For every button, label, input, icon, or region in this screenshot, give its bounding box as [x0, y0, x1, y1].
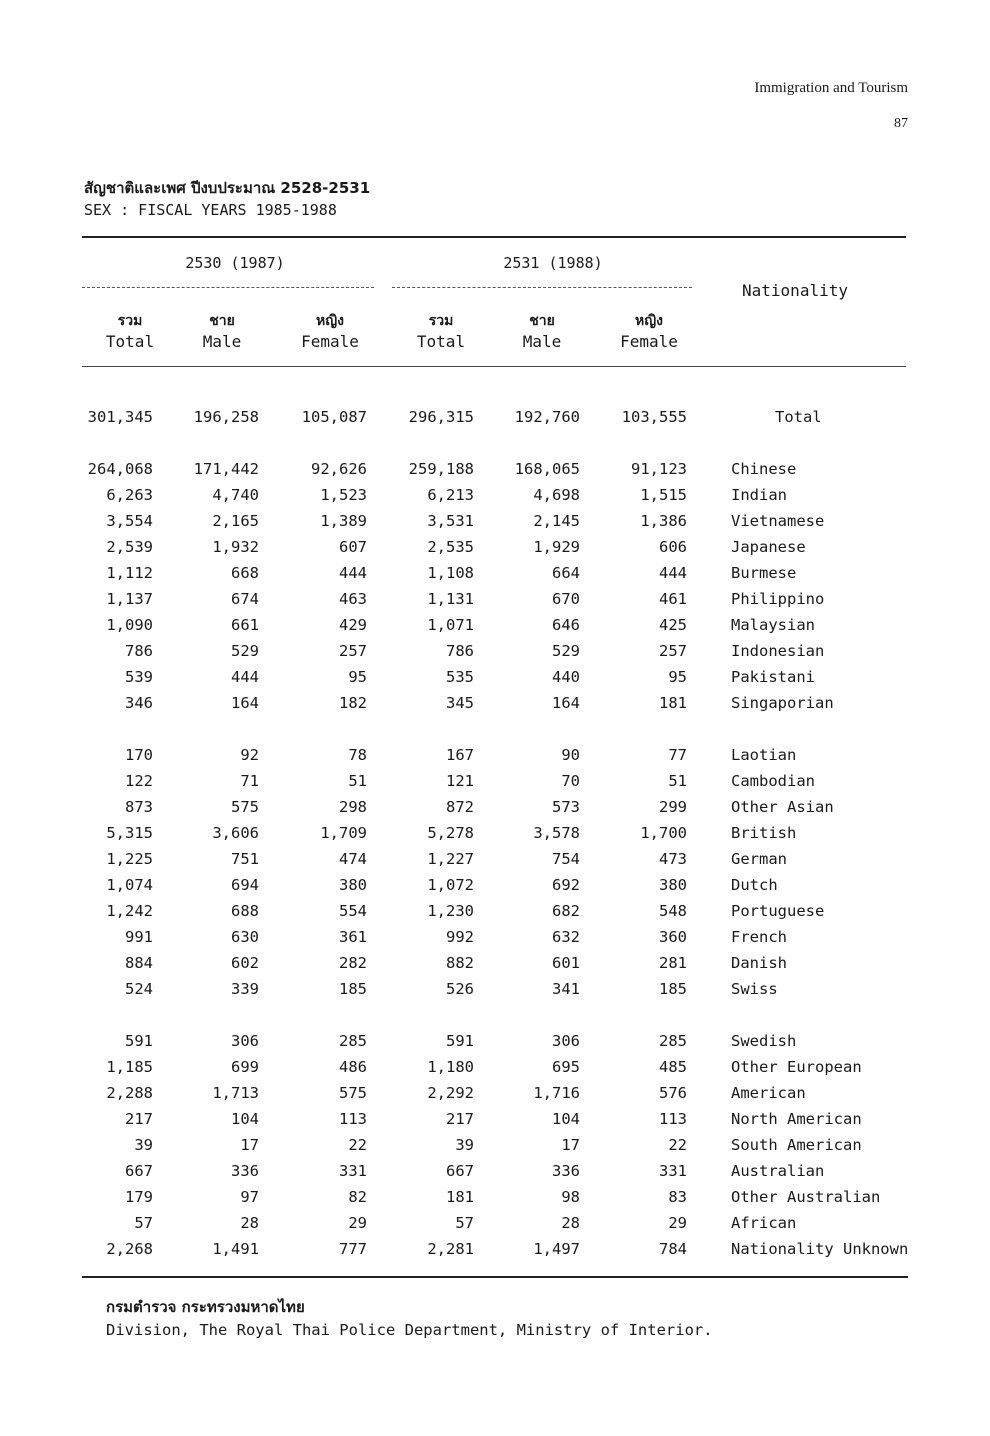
bottom-rule: [82, 1276, 908, 1278]
column-header-english: Male: [202, 332, 242, 351]
table-cell: 2,268: [106, 1240, 153, 1258]
column-header-english: Total: [105, 332, 155, 351]
table-row-label: Swiss: [731, 980, 778, 998]
table-row-label: North American: [731, 1110, 862, 1128]
table-row-label: Other Asian: [731, 798, 834, 816]
table-cell: 1,185: [106, 1058, 153, 1076]
table-cell: 1,074: [106, 876, 153, 894]
column-header-female-1988: [599, 310, 699, 351]
table-row-label: American: [731, 1084, 806, 1102]
table-row-label: Japanese: [731, 538, 806, 556]
table-cell: 360: [659, 928, 687, 946]
table-cell: 346: [125, 694, 153, 712]
table-cell: 661: [231, 616, 259, 634]
table-cell: 992: [446, 928, 474, 946]
table-cell: 282: [339, 954, 367, 972]
table-cell: 784: [659, 1240, 687, 1258]
table-cell: 217: [446, 1110, 474, 1128]
table-cell: 336: [231, 1162, 259, 1180]
table-cell: 429: [339, 616, 367, 634]
table-cell: 1,491: [212, 1240, 259, 1258]
group-underline-1987: [82, 287, 374, 288]
table-cell: 92: [240, 746, 259, 764]
table-cell: 181: [659, 694, 687, 712]
table-cell: 82: [348, 1188, 367, 1206]
table-cell: 168,065: [514, 460, 580, 478]
table-cell: 17: [240, 1136, 259, 1154]
table-cell: 485: [659, 1058, 687, 1076]
table-cell: 2,281: [427, 1240, 474, 1258]
table-cell: 872: [446, 798, 474, 816]
table-cell: 602: [231, 954, 259, 972]
table-cell: 535: [446, 668, 474, 686]
table-cell: 461: [659, 590, 687, 608]
table-cell: 103,555: [621, 408, 687, 426]
table-cell: 170: [125, 746, 153, 764]
table-cell: 179: [125, 1188, 153, 1206]
table-cell: 882: [446, 954, 474, 972]
table-cell: 440: [552, 668, 580, 686]
table-cell: 28: [561, 1214, 580, 1232]
table-cell: 1,242: [106, 902, 153, 920]
column-header-male-1988: [492, 310, 592, 351]
table-cell: 2,165: [212, 512, 259, 530]
table-cell: 361: [339, 928, 367, 946]
table-cell: 884: [125, 954, 153, 972]
table-cell: 670: [552, 590, 580, 608]
table-cell: 699: [231, 1058, 259, 1076]
table-cell: 121: [446, 772, 474, 790]
column-header-thai: รวม: [117, 313, 143, 329]
table-cell: 217: [125, 1110, 153, 1128]
table-cell: 754: [552, 850, 580, 868]
table-cell: 122: [125, 772, 153, 790]
table-row-label: African: [731, 1214, 797, 1232]
table-cell: 5,278: [427, 824, 474, 842]
table-cell: 331: [339, 1162, 367, 1180]
table-cell: 1,497: [533, 1240, 580, 1258]
table-cell: 1,230: [427, 902, 474, 920]
table-row-label: Singaporian: [731, 694, 834, 712]
table-cell: 299: [659, 798, 687, 816]
header-bottom-rule: [82, 366, 906, 367]
table-cell: 167: [446, 746, 474, 764]
table-cell: 1,137: [106, 590, 153, 608]
table-cell: 1,090: [106, 616, 153, 634]
table-cell: 181: [446, 1188, 474, 1206]
table-cell: 113: [659, 1110, 687, 1128]
table-cell: 601: [552, 954, 580, 972]
table-row-label: British: [731, 824, 797, 842]
table-cell: 1,225: [106, 850, 153, 868]
column-header-total-1988: [391, 310, 491, 351]
table-cell: 1,227: [427, 850, 474, 868]
table-cell: 51: [668, 772, 687, 790]
table-cell: 786: [446, 642, 474, 660]
column-header-english: Female: [301, 332, 359, 351]
table-cell: 4,740: [212, 486, 259, 504]
column-header-thai: ชาย: [209, 313, 235, 329]
table-cell: 682: [552, 902, 580, 920]
column-header-english: Total: [416, 332, 466, 351]
table-cell: 573: [552, 798, 580, 816]
table-cell: 182: [339, 694, 367, 712]
table-cell: 873: [125, 798, 153, 816]
table-row-label: Indonesian: [731, 642, 825, 660]
group-underline-1988: [392, 287, 692, 288]
table-row-label: Danish: [731, 954, 787, 972]
table-cell: 688: [231, 902, 259, 920]
table-cell: 539: [125, 668, 153, 686]
table-cell: 95: [668, 668, 687, 686]
table-row-label: Malaysian: [731, 616, 815, 634]
page-number: 87: [894, 116, 908, 131]
table-cell: 3,606: [212, 824, 259, 842]
table-cell: 695: [552, 1058, 580, 1076]
group-header-1988: 2531 (1988): [503, 254, 603, 272]
table-row-label: Australian: [731, 1162, 825, 1180]
table-cell: 751: [231, 850, 259, 868]
table-cell: 576: [659, 1084, 687, 1102]
table-cell: 39: [134, 1136, 153, 1154]
table-row-label: Nationality Unknown: [731, 1240, 909, 1258]
column-header-male-1987: [172, 310, 272, 351]
table-cell: 667: [125, 1162, 153, 1180]
table-cell: 28: [240, 1214, 259, 1232]
table-cell: 1,700: [640, 824, 687, 842]
table-cell: 1,709: [320, 824, 367, 842]
table-cell: 185: [339, 980, 367, 998]
table-row-label: Laotian: [731, 746, 797, 764]
group-header-1987: 2530 (1987): [185, 254, 285, 272]
table-row-label: Other Australian: [731, 1188, 881, 1206]
table-cell: 524: [125, 980, 153, 998]
table-cell: 3,578: [533, 824, 580, 842]
table-cell: 77: [668, 746, 687, 764]
table-cell: 339: [231, 980, 259, 998]
table-cell: 667: [446, 1162, 474, 1180]
table-cell: 674: [231, 590, 259, 608]
total-row-label: Total: [775, 408, 822, 426]
table-cell: 22: [348, 1136, 367, 1154]
table-row-label: German: [731, 850, 787, 868]
table-row-label: Portuguese: [731, 902, 825, 920]
table-row-label: Swedish: [731, 1032, 797, 1050]
source-english: Division, The Royal Thai Police Department, Ministry of Interior.: [106, 1321, 713, 1339]
table-cell: 71: [240, 772, 259, 790]
table-cell: 425: [659, 616, 687, 634]
table-cell: 306: [231, 1032, 259, 1050]
table-cell: 1,932: [212, 538, 259, 556]
table-cell: 1,108: [427, 564, 474, 582]
table-cell: 341: [552, 980, 580, 998]
table-cell: 2,288: [106, 1084, 153, 1102]
table-cell: 607: [339, 538, 367, 556]
table-cell: 306: [552, 1032, 580, 1050]
source-thai: กรมตำรวจ กระทรวงมหาดไทย: [106, 1298, 305, 1316]
table-cell: 97: [240, 1188, 259, 1206]
table-cell: 1,072: [427, 876, 474, 894]
table-cell: 345: [446, 694, 474, 712]
table-cell: 285: [659, 1032, 687, 1050]
table-cell: 95: [348, 668, 367, 686]
table-cell: 39: [455, 1136, 474, 1154]
table-cell: 83: [668, 1188, 687, 1206]
table-cell: 2,539: [106, 538, 153, 556]
table-cell: 6,263: [106, 486, 153, 504]
table-cell: 17: [561, 1136, 580, 1154]
table-cell: 196,258: [193, 408, 259, 426]
column-header-thai: ชาย: [529, 313, 555, 329]
table-cell: 2,292: [427, 1084, 474, 1102]
table-row-label: Indian: [731, 486, 787, 504]
table-cell: 104: [231, 1110, 259, 1128]
table-cell: 3,531: [427, 512, 474, 530]
table-cell: 257: [659, 642, 687, 660]
table-cell: 1,716: [533, 1084, 580, 1102]
column-header-thai: หญิง: [635, 313, 663, 329]
table-row-label: South American: [731, 1136, 862, 1154]
table-cell: 22: [668, 1136, 687, 1154]
table-cell: 694: [231, 876, 259, 894]
table-cell: 1,515: [640, 486, 687, 504]
table-row-label: Burmese: [731, 564, 797, 582]
table-cell: 185: [659, 980, 687, 998]
table-cell: 2,145: [533, 512, 580, 530]
table-title-thai: สัญชาติและเพศ ปีงบประมาณ 2528-2531: [84, 179, 371, 197]
table-cell: 5,315: [106, 824, 153, 842]
table-cell: 444: [339, 564, 367, 582]
table-cell: 526: [446, 980, 474, 998]
table-cell: 57: [455, 1214, 474, 1232]
table-cell: 29: [668, 1214, 687, 1232]
running-head: Immigration and Tourism: [754, 80, 908, 96]
table-cell: 298: [339, 798, 367, 816]
column-header-total-1987: [80, 310, 180, 351]
table-cell: 1,929: [533, 538, 580, 556]
table-cell: 632: [552, 928, 580, 946]
table-cell: 529: [231, 642, 259, 660]
table-cell: 4,698: [533, 486, 580, 504]
table-cell: 70: [561, 772, 580, 790]
top-rule: [82, 236, 906, 238]
table-cell: 664: [552, 564, 580, 582]
table-cell: 192,760: [514, 408, 580, 426]
table-row-label: Pakistani: [731, 668, 815, 686]
table-row-label: Chinese: [731, 460, 797, 478]
column-header-english: Female: [620, 332, 678, 351]
table-cell: 668: [231, 564, 259, 582]
table-cell: 548: [659, 902, 687, 920]
column-header-thai: รวม: [428, 313, 454, 329]
table-cell: 473: [659, 850, 687, 868]
table-cell: 786: [125, 642, 153, 660]
table-cell: 575: [339, 1084, 367, 1102]
table-cell: 1,112: [106, 564, 153, 582]
table-row-label: Cambodian: [731, 772, 815, 790]
table-cell: 474: [339, 850, 367, 868]
table-cell: 164: [231, 694, 259, 712]
table-cell: 1,713: [212, 1084, 259, 1102]
table-cell: 98: [561, 1188, 580, 1206]
table-cell: 29: [348, 1214, 367, 1232]
table-cell: 78: [348, 746, 367, 764]
table-row-label: Philippino: [731, 590, 825, 608]
table-cell: 91,123: [631, 460, 687, 478]
table-cell: 777: [339, 1240, 367, 1258]
table-cell: 281: [659, 954, 687, 972]
table-cell: 380: [339, 876, 367, 894]
table-cell: 331: [659, 1162, 687, 1180]
table-cell: 1,071: [427, 616, 474, 634]
table-row-label: Dutch: [731, 876, 778, 894]
table-cell: 6,213: [427, 486, 474, 504]
table-cell: 606: [659, 538, 687, 556]
table-cell: 463: [339, 590, 367, 608]
table-cell: 591: [446, 1032, 474, 1050]
table-cell: 692: [552, 876, 580, 894]
table-cell: 92,626: [311, 460, 367, 478]
table-cell: 296,315: [408, 408, 474, 426]
table-cell: 113: [339, 1110, 367, 1128]
table-cell: 3,554: [106, 512, 153, 530]
table-cell: 1,180: [427, 1058, 474, 1076]
table-cell: 171,442: [193, 460, 259, 478]
table-row-label: French: [731, 928, 787, 946]
table-cell: 554: [339, 902, 367, 920]
column-header-thai: หญิง: [316, 313, 344, 329]
table-cell: 2,535: [427, 538, 474, 556]
table-cell: 591: [125, 1032, 153, 1050]
table-cell: 444: [231, 668, 259, 686]
table-cell: 1,523: [320, 486, 367, 504]
table-cell: 630: [231, 928, 259, 946]
table-cell: 380: [659, 876, 687, 894]
table-cell: 264,068: [87, 460, 153, 478]
table-cell: 575: [231, 798, 259, 816]
table-cell: 991: [125, 928, 153, 946]
table-row-label: Vietnamese: [731, 512, 825, 530]
column-header-english: Male: [522, 332, 562, 351]
table-cell: 444: [659, 564, 687, 582]
table-cell: 259,188: [408, 460, 474, 478]
table-cell: 104: [552, 1110, 580, 1128]
table-cell: 257: [339, 642, 367, 660]
table-cell: 164: [552, 694, 580, 712]
table-cell: 301,345: [87, 408, 153, 426]
table-title-english: SEX : FISCAL YEARS 1985-1988: [84, 201, 337, 219]
table-cell: 105,087: [301, 408, 367, 426]
nationality-header: Nationality: [742, 281, 848, 300]
table-cell: 529: [552, 642, 580, 660]
table-cell: 1,131: [427, 590, 474, 608]
table-cell: 1,386: [640, 512, 687, 530]
table-cell: 646: [552, 616, 580, 634]
column-header-female-1987: [280, 310, 380, 351]
table-cell: 336: [552, 1162, 580, 1180]
table-row-label: Other European: [731, 1058, 862, 1076]
table-cell: 1,389: [320, 512, 367, 530]
table-cell: 486: [339, 1058, 367, 1076]
table-cell: 57: [134, 1214, 153, 1232]
table-cell: 90: [561, 746, 580, 764]
table-cell: 285: [339, 1032, 367, 1050]
table-cell: 51: [348, 772, 367, 790]
